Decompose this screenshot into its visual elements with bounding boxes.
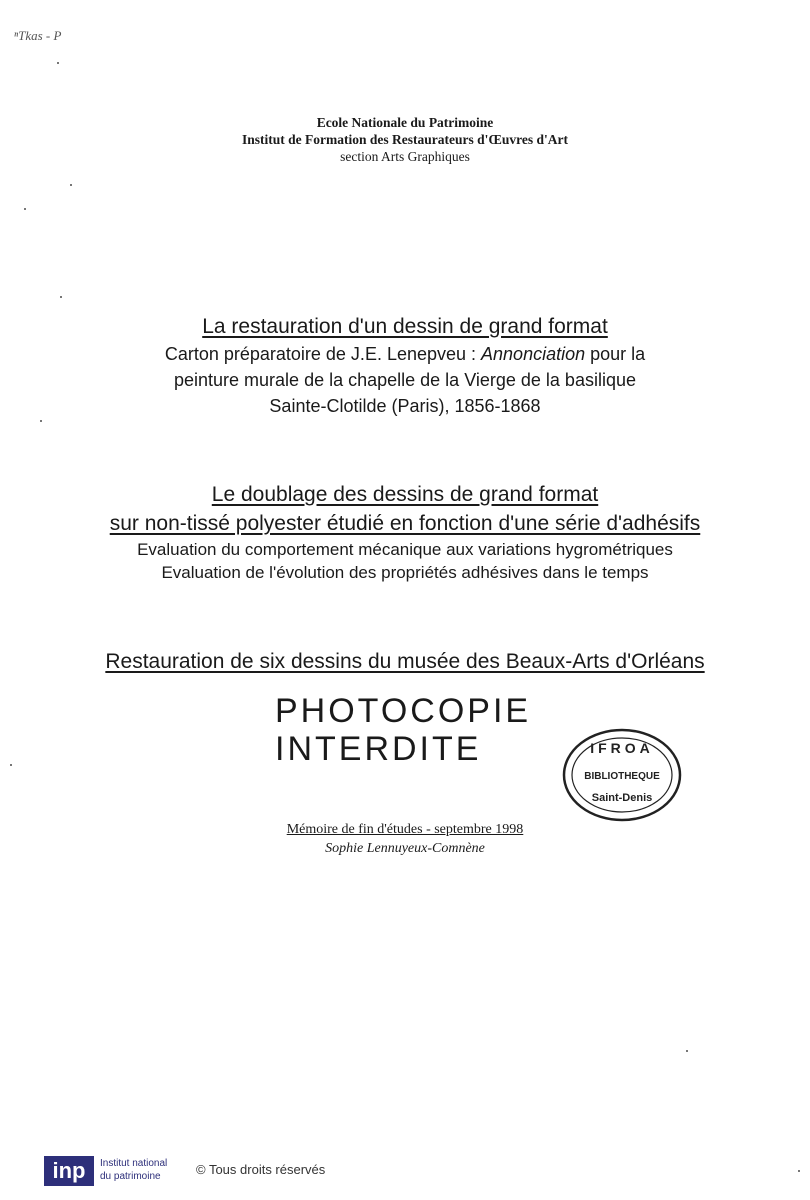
header-school: Ecole Nationale du Patrimoine (316, 115, 494, 130)
copyright-notice: © Tous droits réservés (196, 1162, 326, 1177)
part1-line1-artwork: Annonciation (481, 344, 586, 364)
stamp-line2: INTERDITE (275, 730, 482, 768)
seal-middle-text: BIBLIOTHEQUE (584, 771, 660, 782)
footer-institution-line2: du patrimoine (100, 1171, 161, 1182)
scan-speck (10, 764, 12, 766)
header-institute: Institut de Formation des Restaurateurs d'Œuvres d'Art (242, 132, 568, 147)
seal-bottom-text: Saint-Denis (591, 792, 653, 804)
scan-speck (686, 1050, 688, 1052)
part1-subtitle-line1 (0, 341, 810, 367)
scan-speck (70, 184, 72, 186)
part1-subtitle-line2: peinture murale de la chapelle de la Vierge de la basilique (174, 370, 636, 390)
inp-logo: inp (44, 1156, 94, 1186)
seal-top-text: IFROA (590, 740, 654, 756)
part2-title-line2: sur non-tissé polyester étudié en fonction d'une série d'adhésifs (109, 512, 701, 535)
part2-subtitle-line1: Evaluation du comportement mécanique aux variations hygrométriques (137, 540, 673, 559)
photocopy-prohibited-stamp (275, 692, 531, 768)
part1-block (0, 315, 810, 419)
scan-speck (60, 296, 62, 298)
part2-block (0, 480, 810, 584)
part2-subtitle-line2: Evaluation de l'évolution des propriétés adhésives dans le temps (161, 563, 649, 582)
library-seal-stamp (560, 725, 685, 825)
part3-title: Restauration de six dessins du musée des Beaux-Arts d'Orléans (105, 650, 705, 673)
scan-speck (798, 1170, 800, 1172)
part1-subtitle-line3: Sainte-Clotilde (Paris), 1856-1868 (269, 396, 541, 416)
part1-line1-text: Carton préparatoire de J.E. Lenepveu : (164, 344, 482, 364)
corner-handwritten-note: ⁿTkas - P (14, 28, 62, 43)
institution-header (0, 114, 810, 165)
stamp-line1: PHOTOCOPIE (275, 692, 532, 730)
part3-block (0, 650, 810, 674)
header-section: section Arts Graphiques (340, 149, 470, 164)
thesis-date: Mémoire de fin d'études - septembre 1998 (286, 822, 524, 837)
part1-line1-tail: pour la (585, 344, 646, 364)
footer-institution (100, 1157, 190, 1183)
footer-institution-line1: Institut national (100, 1158, 168, 1169)
scan-speck (57, 62, 59, 64)
scan-speck (24, 208, 26, 210)
thesis-info (0, 820, 810, 858)
thesis-author: Sophie Lennuyeux-Comnène (325, 841, 485, 856)
scan-speck (40, 420, 42, 422)
part1-title: La restauration d'un dessin de grand format (202, 315, 608, 338)
part2-title-line1: Le doublage des dessins de grand format (211, 483, 599, 506)
